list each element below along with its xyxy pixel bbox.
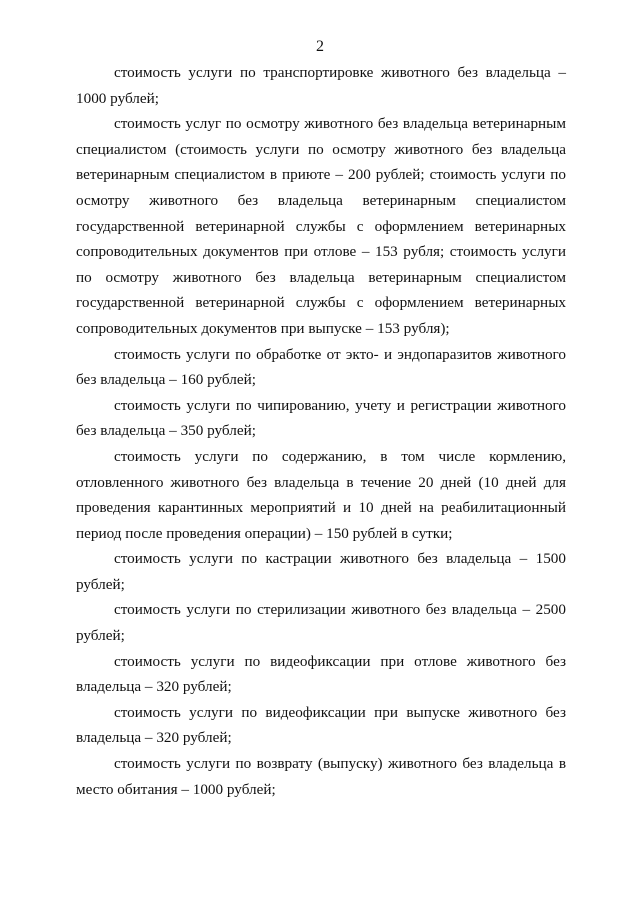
paragraph-vet-inspection-cost: стоимость услуг по осмотру животного без владельца ветеринарным специалистом (стоимость услуги по осмотру животного без владельца ветеринарным специалистом в приюте – 200 рублей; стоимость услуги по осмотру животного без владельца ветеринарным специалистом государственной ветеринарной службы с оформлением ветеринарных сопроводительных документов при отлове – 153 рубля; стоимость услуги по осмотру животного без владельца ветеринарным специалистом государственной ветеринарной службы с оформлением ветеринарных сопроводительных документов при выпуске – 153 рубля);	[76, 115, 566, 337]
paragraph-sterilization-cost: стоимость услуги по стерилизации животного без владельца – 2500 рублей;	[76, 601, 566, 645]
paragraph-video-capture-cost: стоимость услуги по видеофиксации при отлове животного без владельца – 320 рублей;	[76, 652, 566, 696]
page-number: 2	[316, 38, 324, 55]
document-body	[76, 60, 566, 802]
paragraph-video-release-cost: стоимость услуги по видеофиксации при выпуске животного без владельца – 320 рублей;	[76, 703, 566, 747]
paragraph-keeping-cost: стоимость услуги по содержанию, в том числе кормлению, отловленного животного без владельца в течение 20 дней (10 дней для проведения карантинных мероприятий и 10 дней на реабилитационный период после проведения операции) – 150 рублей в сутки;	[76, 447, 566, 542]
paragraph-parasite-treatment-cost: стоимость услуги по обработке от экто- и эндопаразитов животного без владельца – 160 рублей;	[76, 345, 566, 389]
paragraph-return-cost: стоимость услуги по возврату (выпуску) животного без владельца в место обитания – 1000 рублей;	[76, 755, 566, 798]
paragraph-castration-cost: стоимость услуги по кастрации животного без владельца – 1500 рублей;	[76, 550, 566, 593]
paragraph-transport-cost: стоимость услуги по транспортировке животного без владельца – 1000 рублей;	[76, 64, 566, 107]
paragraph-chipping-cost: стоимость услуги по чипированию, учету и регистрации животного без владельца – 350 рублей;	[76, 396, 566, 440]
